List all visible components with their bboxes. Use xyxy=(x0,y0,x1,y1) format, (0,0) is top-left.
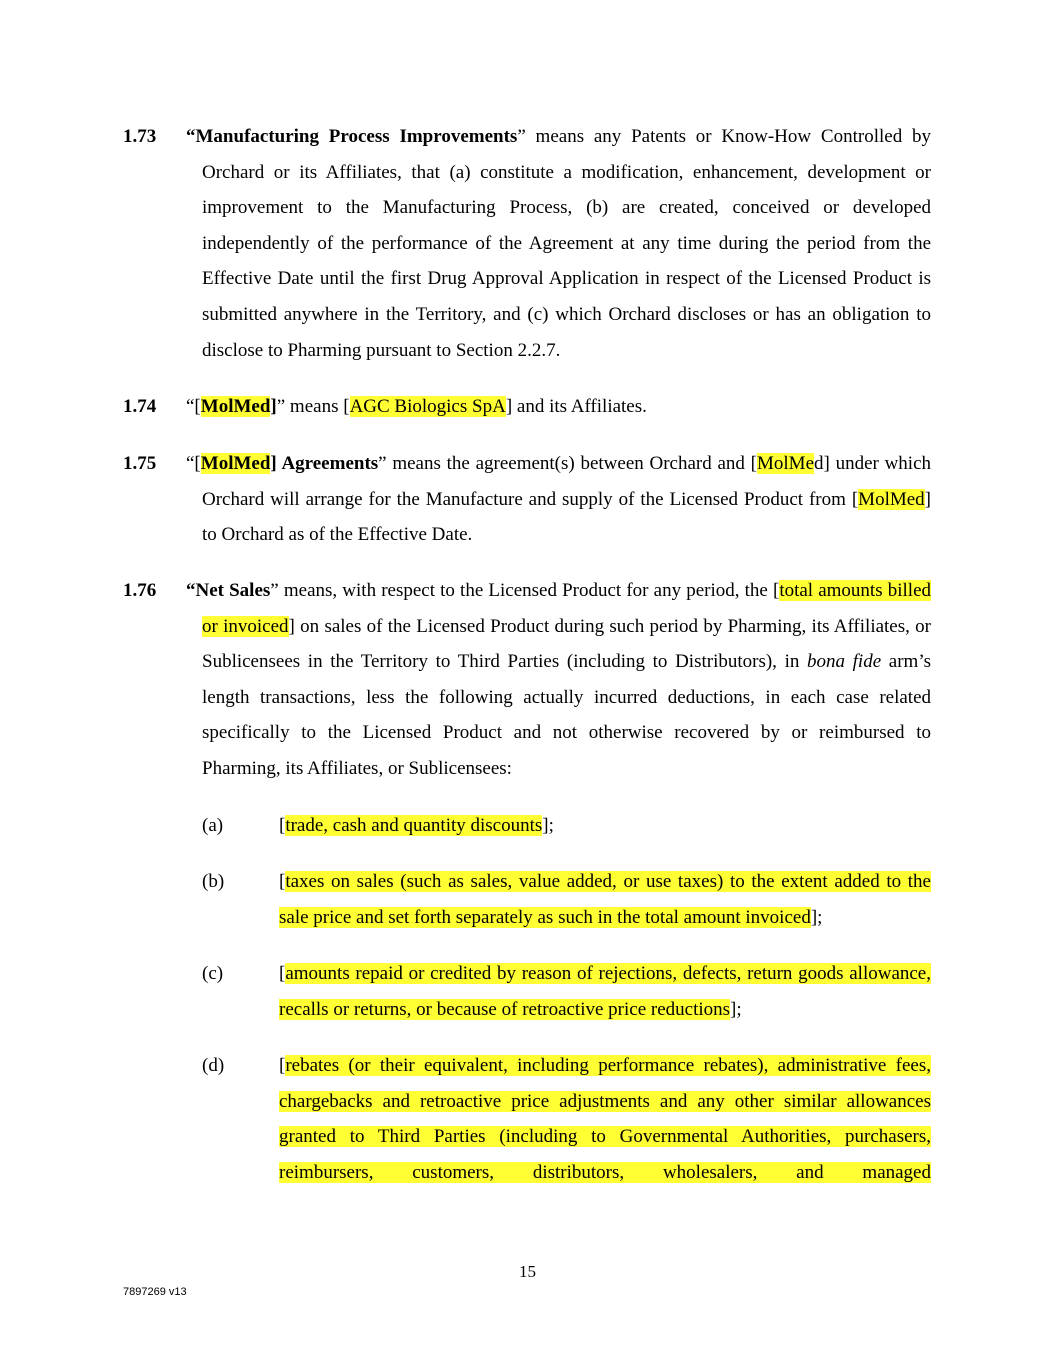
section-body xyxy=(186,446,931,553)
section-number: 1.75 xyxy=(123,453,157,474)
section-body xyxy=(186,573,932,787)
list-item-b xyxy=(202,864,931,935)
list-item-text xyxy=(279,1048,931,1190)
section-number: 1.73 xyxy=(123,126,157,147)
text-fragment: ” means [ xyxy=(276,396,350,417)
text-fragment: arm’s length transactions, less the following actually incurred deductions, in each case related specifically to the Licensed Product and not otherwise recovered by or reimbursed to Pharming, its Affiliates, or Sublicensees: xyxy=(202,651,931,779)
highlighted-term: MolMed xyxy=(200,453,271,474)
highlighted-text: amounts repaid or credited by reason of rejections, defects, return goods allowance, recalls or returns, or because of retroactive price reductions xyxy=(279,963,931,1020)
list-item-text xyxy=(279,864,931,935)
text-fragment: d] under which Orchard will arrange for the Manufacture and supply of the Licensed Product from [ xyxy=(202,453,931,510)
text-fragment: ]; xyxy=(730,998,742,1020)
highlighted-term: MolMed xyxy=(200,396,271,417)
text-fragment: ] xyxy=(270,396,277,417)
list-item-label: (d) xyxy=(202,1055,225,1076)
text-fragment: [ xyxy=(279,963,286,984)
list-item-label: (c) xyxy=(202,963,224,984)
text-fragment: ] on sales of the Licensed Product during such period by Pharming, its Affiliates, or Sublicensees in the Territory to Third Parties (including to Distributors), in xyxy=(202,615,931,673)
section-1-74 xyxy=(123,389,931,425)
highlighted-text: trade, cash and quantity discounts xyxy=(285,815,543,836)
section-1-76 xyxy=(123,573,931,787)
text-fragment: [ xyxy=(279,1055,286,1076)
section-body xyxy=(186,119,931,368)
section-1-73 xyxy=(123,119,931,368)
text-fragment: ] and its Affiliates. xyxy=(505,396,647,417)
defined-term: Net Sales xyxy=(195,580,271,601)
list-item-a xyxy=(202,808,931,844)
italic-text: bona fide xyxy=(807,651,882,673)
text-fragment: [ xyxy=(279,815,286,836)
highlighted-text: MolMed xyxy=(858,488,925,510)
list-item-text xyxy=(279,808,931,844)
definition-text: ” means any Patents or Know-How Controlled by Orchard or its Affiliates, that (a) constitute a modification, enhancement, development or improvement to the Manufacturing Process, (b) are created, conceived or developed independently of the performance of the Agreement at any time during the period from the Effective Date until the first Drug Approval Application in respect of the Licensed Product is submitted anywhere in the Territory, and (c) which Orchard discloses or has an obligation to disclose to Pharming pursuant to Section 2.2.7. xyxy=(202,126,931,361)
list-item-d xyxy=(202,1048,931,1190)
open-quote: “ xyxy=(186,126,196,147)
text-fragment: [ xyxy=(279,871,286,892)
text-fragment: ” means the agreement(s) between Orchard and [ xyxy=(378,453,757,474)
section-number: 1.76 xyxy=(123,580,157,601)
page-number: 15 xyxy=(519,1262,536,1281)
section-number: 1.74 xyxy=(123,396,157,417)
section-1-75 xyxy=(123,446,931,553)
text-fragment: ] to Orchard as of the Effective Date. xyxy=(202,488,931,546)
highlighted-text: AGC Biologics SpA xyxy=(349,396,506,417)
list-item-c xyxy=(202,956,931,1027)
text-fragment: “[ xyxy=(186,396,201,417)
highlighted-text: MolMe xyxy=(757,453,814,474)
text-fragment: ]; xyxy=(810,906,823,928)
text-fragment: ]; xyxy=(542,815,554,836)
defined-term: Manufacturing Process Improvements xyxy=(195,126,518,147)
section-body xyxy=(186,389,931,425)
list-item-label: (a) xyxy=(202,815,224,836)
defined-term: ] Agreements xyxy=(270,453,379,474)
list-item-label: (b) xyxy=(202,871,225,892)
highlighted-text: taxes on sales (such as sales, value added, or use taxes) to the extent added to the sale price and set forth separately as such in the total amount invoiced xyxy=(279,871,931,928)
open-quote: “ xyxy=(186,580,196,601)
highlighted-text: rebates (or their equivalent, including performance rebates), administrative fees, chargebacks and retroactive price adjustments and any other similar allowances granted to Third Parties (including to Governmental Authorities, purchasers, reimbursers, customers, distributors, wholesalers, and managed xyxy=(279,1055,931,1183)
text-fragment: ” means, with respect to the Licensed Product for any period, the [ xyxy=(270,580,780,601)
document-id: 7897269 v13 xyxy=(123,1286,187,1298)
text-fragment: “[ xyxy=(186,453,201,474)
highlighted-text: total amounts billed or invoiced xyxy=(202,580,932,637)
list-item-text xyxy=(279,956,931,1027)
